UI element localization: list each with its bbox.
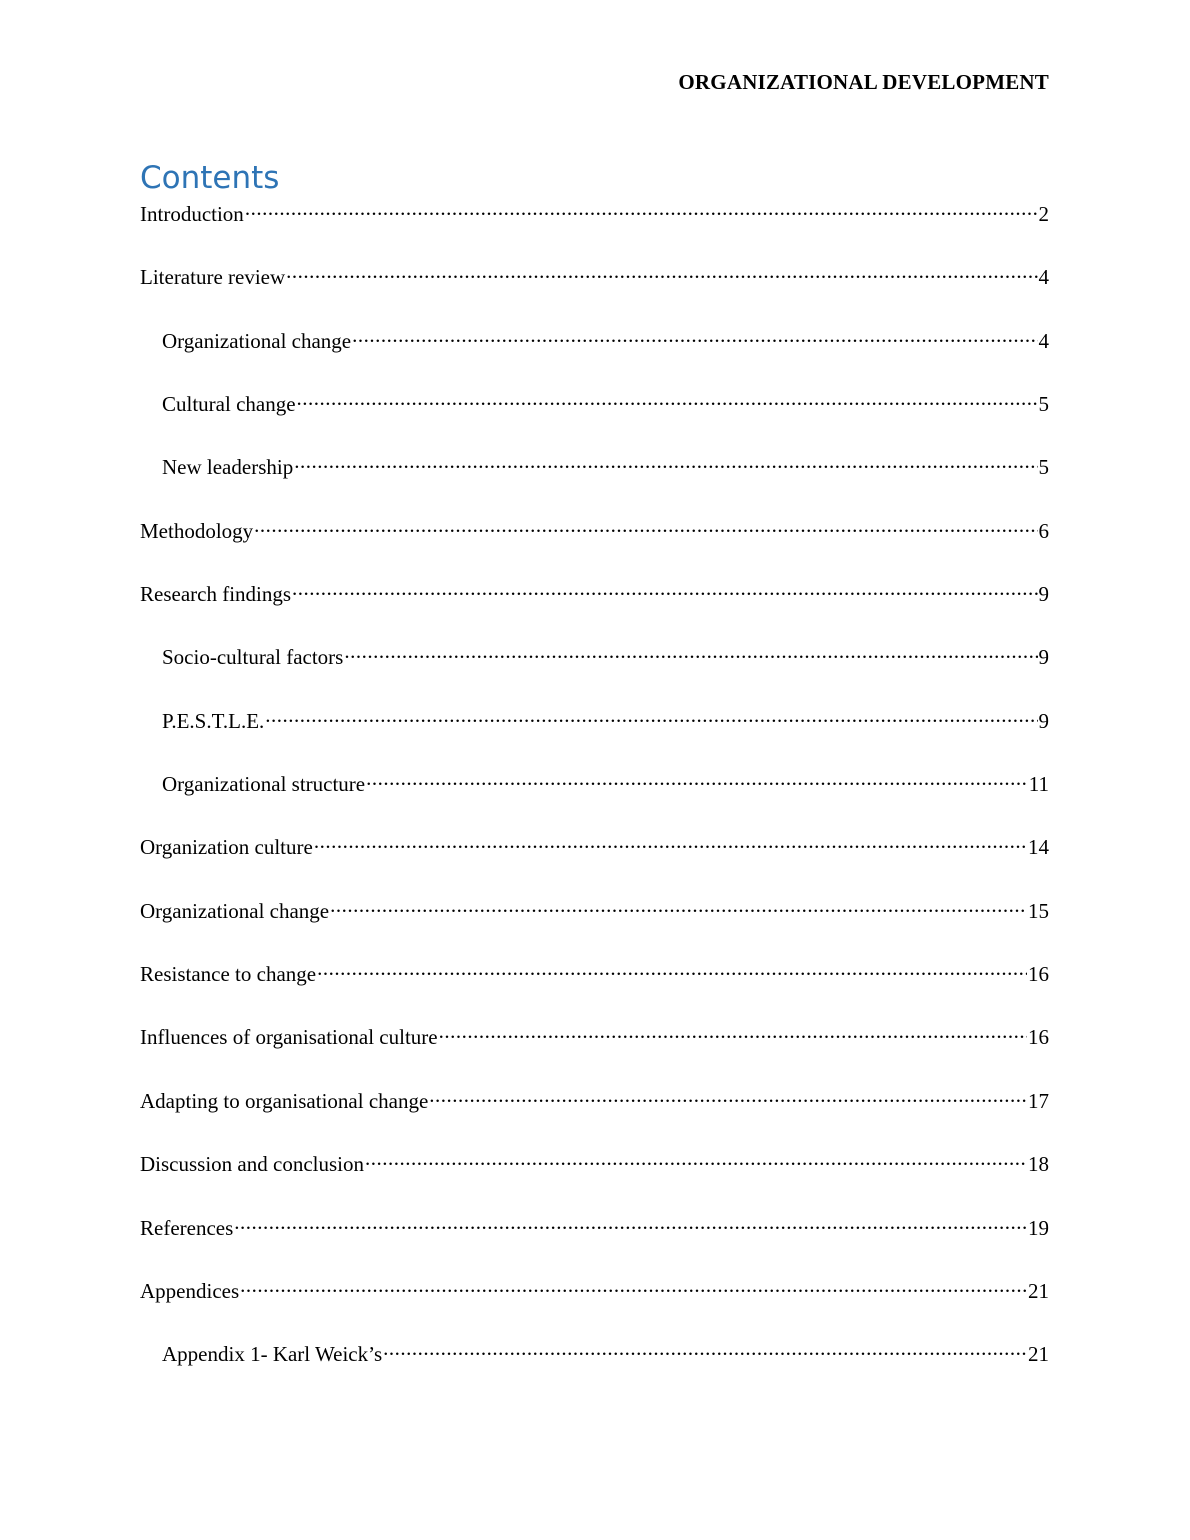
- toc-entry[interactable]: [140, 643, 1049, 706]
- toc-entry[interactable]: [140, 770, 1049, 833]
- toc-entry-label: Socio-cultural factors: [162, 645, 344, 670]
- toc-dot-leader: [366, 770, 1028, 791]
- toc-dot-leader: [245, 200, 1038, 221]
- toc-entry-label: Research findings: [140, 582, 292, 607]
- toc-entry-label: References: [140, 1215, 234, 1240]
- toc-dot-leader: [330, 897, 1027, 918]
- toc-entry-label: Appendix 1- Karl Weick’s: [162, 1342, 383, 1367]
- toc-dot-leader: [439, 1023, 1027, 1044]
- toc-dot-leader: [254, 517, 1037, 538]
- toc-entry-page-number: 17: [1028, 1088, 1049, 1113]
- toc-dot-leader: [294, 453, 1037, 474]
- toc-entry-label: Organizational change: [140, 898, 330, 923]
- toc-dot-leader: [365, 1150, 1027, 1171]
- toc-entry[interactable]: [140, 200, 1049, 263]
- toc-entry-label: New leadership: [162, 455, 294, 480]
- toc-entry-page-number: 5: [1038, 392, 1049, 417]
- toc-entry-label: Discussion and conclusion: [140, 1152, 364, 1177]
- toc-entry-page-number: 6: [1038, 518, 1049, 543]
- toc-entry-label: Methodology: [140, 518, 254, 543]
- toc-dot-leader: [344, 643, 1037, 664]
- toc-entry[interactable]: [140, 1214, 1049, 1277]
- toc-dot-leader: [429, 1087, 1027, 1108]
- toc-entry[interactable]: [140, 1023, 1049, 1086]
- toc-dot-leader: [314, 833, 1027, 854]
- toc-entry[interactable]: [140, 960, 1049, 1023]
- toc-entry-label: Appendices: [140, 1278, 240, 1303]
- toc-entry[interactable]: [140, 1087, 1049, 1150]
- toc-entry-page-number: 19: [1028, 1215, 1049, 1240]
- toc-entry[interactable]: [140, 517, 1049, 580]
- toc-entry-page-number: 2: [1038, 202, 1049, 226]
- toc-dot-leader: [297, 390, 1038, 411]
- toc-entry[interactable]: [140, 1277, 1049, 1340]
- toc-entry-label: P.E.S.T.L.E.: [162, 708, 265, 733]
- toc-entry-page-number: 21: [1028, 1278, 1049, 1303]
- toc-entry-label: Literature review: [140, 265, 286, 290]
- toc-entry-page-number: 11: [1028, 772, 1049, 797]
- toc-entry[interactable]: [140, 263, 1049, 326]
- toc-entry-page-number: 16: [1028, 962, 1049, 987]
- toc-entry-page-number: 18: [1028, 1152, 1049, 1177]
- toc-entry-page-number: 14: [1028, 835, 1049, 860]
- toc-entry[interactable]: [140, 453, 1049, 516]
- toc-dot-leader: [234, 1214, 1027, 1235]
- toc-dot-leader: [240, 1277, 1027, 1298]
- toc-entry-page-number: 21: [1028, 1342, 1049, 1367]
- toc-dot-leader: [265, 707, 1037, 728]
- toc-entry-label: Organizational change: [162, 328, 352, 353]
- toc-entry[interactable]: [140, 390, 1049, 453]
- toc-dot-leader: [292, 580, 1037, 601]
- toc-dot-leader: [383, 1340, 1027, 1361]
- toc-entry[interactable]: [140, 707, 1049, 770]
- toc-entry[interactable]: [140, 1150, 1049, 1213]
- toc-entry-label: Influences of organisational culture: [140, 1025, 438, 1050]
- toc-entry-page-number: 5: [1038, 455, 1049, 480]
- toc-entry-label: Adapting to organisational change: [140, 1088, 429, 1113]
- toc-entry-label: Organizational structure: [162, 772, 366, 797]
- running-header: ORGANIZATIONAL DEVELOPMENT: [678, 70, 1049, 94]
- toc-entry-page-number: 9: [1038, 645, 1049, 670]
- toc-entry-page-number: 4: [1038, 328, 1049, 353]
- toc-entry[interactable]: [140, 1340, 1049, 1403]
- toc-entry[interactable]: [140, 327, 1049, 390]
- toc-entry[interactable]: [140, 897, 1049, 960]
- toc-entry-label: Cultural change: [162, 392, 296, 417]
- toc-entry[interactable]: [140, 580, 1049, 643]
- toc-title: Contents: [140, 160, 280, 196]
- toc-entry-page-number: 9: [1038, 582, 1049, 607]
- toc-entry-label: Introduction: [140, 202, 244, 226]
- toc-entry-page-number: 4: [1038, 265, 1049, 290]
- toc-dot-leader: [286, 263, 1037, 284]
- toc-dot-leader: [352, 327, 1037, 348]
- toc-entry-page-number: 15: [1028, 898, 1049, 923]
- toc-entry[interactable]: [140, 833, 1049, 896]
- toc-dot-leader: [317, 960, 1027, 981]
- toc-entry-page-number: 16: [1028, 1025, 1049, 1050]
- toc-entry-label: Resistance to change: [140, 962, 317, 987]
- table-of-contents: [140, 200, 1049, 1404]
- toc-entry-page-number: 9: [1038, 708, 1049, 733]
- toc-entry-label: Organization culture: [140, 835, 313, 860]
